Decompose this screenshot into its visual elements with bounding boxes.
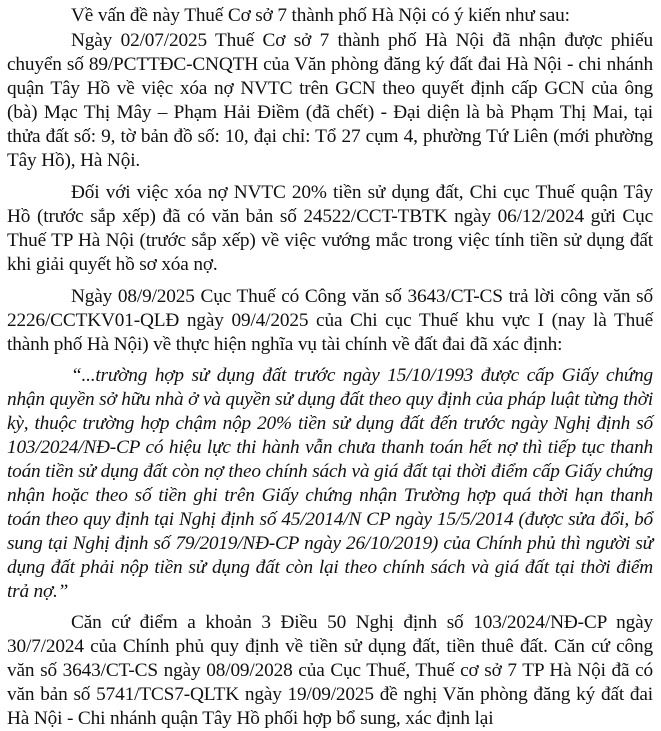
- official-letter-paragraph: Ngày 08/9/2025 Cục Thuế có Công văn số 3643/CT-CS trả lời công văn số 2226/CCTKV01-QLĐ ngày 09/4/2025 của Chi cục Thuế khu vực I (nay là Thuế thành phố Hà Nội) về thực hiện nghĩa vụ tài chính về đất đai đã xác định:: [7, 286, 653, 355]
- debt-relief-paragraph: Đối với việc xóa nợ NVTC 20% tiền sử dụng đất, Chi cục Thuế quận Tây Hồ (trước sắp xếp) đã có văn bản số 24522/CCT-TBTK ngày 06/12/2024 gửi Cục Thuế TP Hà Nội (trước sắp xếp) về việc vướng mắc trong việc tính tiền sử dụng đất khi giải quyết hồ sơ xóa nợ.: [7, 182, 653, 275]
- quoted-regulation: “...trường hợp sử dụng đất trước ngày 15/10/1993 được cấp Giấy chứng nhận quyền sở hữu nhà ở và quyền sử dụng đất theo quy định của pháp luật từng thời kỳ, thuộc trường hợp chậm nộp 20% tiền sử dụng đất đến trước ngày Nghị định số 103/2024/NĐ-CP có hiệu lực thi hành vẫn chưa thanh toán hết nợ thì tiếp tục thanh toán tiền sử dụng đất còn nợ theo chính sách và giá đất tại thời điểm cấp Giấy chứng nhận hoặc theo số tiền ghi trên Giấy chứng nhận Trường hợp quá thời hạn thanh toán theo quy định tại Nghị định số 45/2014/N CP ngày 15/5/2014 (được sửa đổi, bổ sung tại Nghị định số 79/2019/NĐ-CP ngày 26/10/2019) của Chính phủ thì người sử dụng đất phải nộp tiền sử dụng đất còn lại theo chính sách và giá đất tại thời điểm trả nợ.”: [7, 365, 653, 602]
- basis-paragraph: Căn cứ điểm a khoản 3 Điều 50 Nghị định số 103/2024/NĐ-CP ngày 30/7/2024 của Chính phủ quy định về tiền sử dụng đất, tiền thuê đất. Căn cứ công văn số 3643/CT-CS ngày 08/09/2028 của Cục Thuế, Thuế cơ sở 7 TP Hà Nội đã có văn bản số 5741/TCS7-QLTK ngày 19/09/2025 đề nghị Văn phòng đăng ký đất đai Hà Nội - Chi nhánh quận Tây Hồ phối hợp bổ sung, xác định lại: [7, 612, 653, 729]
- intro-paragraph: Về vấn đề này Thuế Cơ sở 7 thành phố Hà Nội có ý kiến như sau:: [71, 5, 570, 26]
- receipt-paragraph: Ngày 02/07/2025 Thuế Cơ sở 7 thành phố Hà Nội đã nhận được phiếu chuyển số 89/PCTTĐC-CNQTH của Văn phòng đăng ký đất đai Hà Nội - chi nhánh quận Tây Hồ về việc xóa nợ NVTC trên GCN theo quyết định cấp GCN của ông (bà) Mạc Thị Mây – Phạm Hải Điềm (đã chết) - Đại diện là bà Phạm Thị Mai, tại thửa đất số: 9, tờ bản đồ số: 10, đại chỉ: Tổ 27 cụm 4, phường Tứ Liên (mới phường Tây Hồ), Hà Nội.: [7, 30, 653, 171]
